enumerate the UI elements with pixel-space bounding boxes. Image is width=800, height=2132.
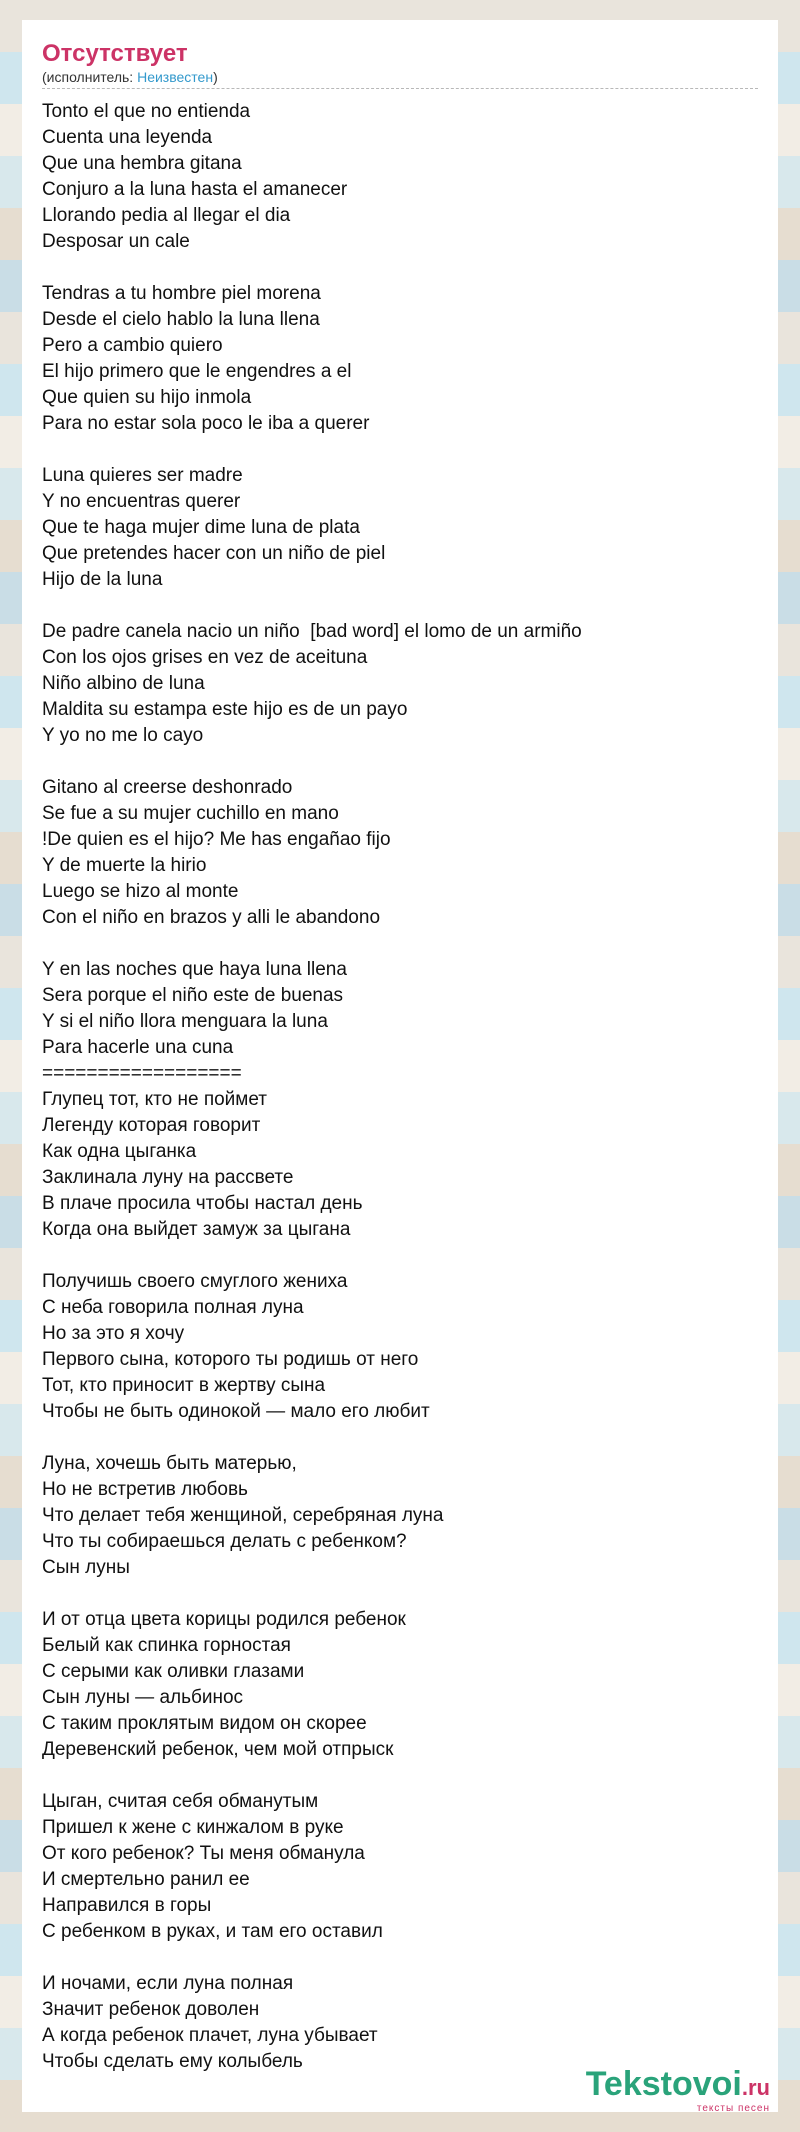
lyric-line: Но не встретив любовь xyxy=(42,1479,248,1500)
lyric-line xyxy=(42,255,758,281)
lyric-line: Gitano al creerse deshonrado xyxy=(42,777,293,798)
performer-suffix: ) xyxy=(213,69,218,85)
lyric-line: И от отца цвета корицы родился ребенок xyxy=(42,1609,406,1630)
lyric-line: Сын луны — альбинос xyxy=(42,1687,244,1708)
lyric-line: Que pretendes hacer con un niño de piel xyxy=(42,543,386,564)
lyric-line: Y si el niño llora menguara la luna xyxy=(42,1011,328,1032)
lyric-line: Luna quieres ser madre xyxy=(42,465,243,486)
lyric-line: Заклинала луну на рассвете xyxy=(42,1167,294,1188)
lyric-line: Para hacerle una cuna xyxy=(42,1037,234,1058)
song-title: Отсутствует xyxy=(42,40,188,67)
lyric-line: Когда она выйдет замуж за цыгана xyxy=(42,1219,351,1240)
lyric-line: Que te haga mujer dime luna de plata xyxy=(42,517,360,538)
lyric-line: С ребенком в руках, и там его оставил xyxy=(42,1921,383,1942)
lyric-line: Que una hembra gitana xyxy=(42,153,242,174)
lyric-line: Сын луны xyxy=(42,1557,130,1578)
lyric-line: И смертельно ранил ее xyxy=(42,1869,250,1890)
lyric-line: Tonto el que no entienda xyxy=(42,101,251,122)
lyric-line: Пришел к жене с кинжалом в руке xyxy=(42,1817,344,1838)
lyric-line xyxy=(42,437,758,463)
logo-tld: .ru xyxy=(741,2075,770,2100)
lyric-line: Значит ребенок доволен xyxy=(42,1999,260,2020)
lyric-line: Desde el cielo hablo la luna llena xyxy=(42,309,320,330)
lyric-line: Белый как спинка горностая xyxy=(42,1635,291,1656)
lyric-line: Что ты собираешься делать с ребенком? xyxy=(42,1531,407,1552)
lyric-line: Как одна цыганка xyxy=(42,1141,197,1162)
lyric-line: Y no encuentras querer xyxy=(42,491,241,512)
lyric-line: Первого сына, которого ты родишь от него xyxy=(42,1349,419,1370)
logo-tagline: тексты песен xyxy=(696,2103,770,2114)
lyric-line: От кого ребенок? Ты меня обманула xyxy=(42,1843,365,1864)
lyric-line: Maldita su estampa este hijo es de un payo xyxy=(42,699,408,720)
lyric-line: Pero a cambio quiero xyxy=(42,335,223,356)
lyric-line: Чтобы сделать ему колыбель xyxy=(42,2051,303,2072)
performer-link[interactable]: Неизвестен xyxy=(137,69,214,85)
lyric-line: Y yo no me lo cayo xyxy=(42,725,204,746)
lyric-line: Глупец тот, кто не поймет xyxy=(42,1089,267,1110)
lyric-line: Llorando pedia al llegar el dia xyxy=(42,205,291,226)
lyric-line: Что делает тебя женщиной, серебряная луна xyxy=(42,1505,444,1526)
lyric-line: Легенду которая говорит xyxy=(42,1115,261,1136)
lyric-line: Niño albino de luna xyxy=(42,673,205,694)
lyric-line: Sera porque el niño este de buenas xyxy=(42,985,344,1006)
lyric-line: Con los ojos grises en vez de aceituna xyxy=(42,647,368,668)
lyric-line xyxy=(42,749,758,775)
lyric-line: Y de muerte la hirio xyxy=(42,855,207,876)
lyrics-card xyxy=(22,20,778,2112)
lyric-line xyxy=(42,1425,758,1451)
lyric-line: Чтобы не быть одинокой — мало его любит xyxy=(42,1401,430,1422)
lyric-line: Направился в горы xyxy=(42,1895,212,1916)
lyric-line xyxy=(42,1243,758,1269)
lyric-line: Y en las noches que haya luna llena xyxy=(42,959,347,980)
lyric-line: Hijo de la luna xyxy=(42,569,163,590)
lyric-line xyxy=(42,931,758,957)
site-logo[interactable] xyxy=(586,2067,770,2114)
lyric-line: Luego se hizo al monte xyxy=(42,881,239,902)
lyric-line: Tendras a tu hombre piel morena xyxy=(42,283,321,304)
lyric-line: С серыми как оливки глазами xyxy=(42,1661,305,1682)
lyric-line: !De quien es el hijo? Me has engañao fijo xyxy=(42,829,391,850)
lyric-line: С неба говорила полная луна xyxy=(42,1297,304,1318)
lyric-line xyxy=(42,1581,758,1607)
lyric-line xyxy=(42,1945,758,1971)
lyric-line: Но за это я хочу xyxy=(42,1323,185,1344)
lyric-line: Para no estar sola poco le iba a querer xyxy=(42,413,370,434)
lyric-line: Деревенский ребенок, чем мой отпрыск xyxy=(42,1739,394,1760)
lyric-line: Цыган, считая себя обманутым xyxy=(42,1791,319,1812)
lyric-line: И ночами, если луна полная xyxy=(42,1973,294,1994)
lyric-line xyxy=(42,1763,758,1789)
performer-line xyxy=(42,68,758,89)
lyric-line xyxy=(42,593,758,619)
lyric-line: Desposar un cale xyxy=(42,231,190,252)
lyric-line: El hijo primero que le engendres a el xyxy=(42,361,352,382)
lyric-line: Con el niño en brazos y alli le abandono xyxy=(42,907,381,928)
lyric-line: Луна, хочешь быть матерью, xyxy=(42,1453,297,1474)
lyric-line: Получишь своего смуглого жениха xyxy=(42,1271,348,1292)
lyrics-text xyxy=(42,99,758,2075)
lyric-line: De padre canela nacio un niño [bad word] el lomo de un armiño xyxy=(42,621,582,642)
lyric-line: С таким проклятым видом он скорее xyxy=(42,1713,367,1734)
lyric-line: Conjuro a la luna hasta el amanecer xyxy=(42,179,348,200)
lyric-line: Cuenta una leyenda xyxy=(42,127,213,148)
lyric-line: А когда ребенок плачет, луна убывает xyxy=(42,2025,378,2046)
lyric-line: Que quien su hijo inmola xyxy=(42,387,252,408)
performer-prefix: (исполнитель: xyxy=(42,69,138,85)
logo-text: Tekstovoi xyxy=(585,2065,742,2103)
lyric-line: ================== xyxy=(42,1063,242,1084)
lyric-line: Тот, кто приносит в жертву сына xyxy=(42,1375,326,1396)
lyric-line: В плаче просила чтобы настал день xyxy=(42,1193,363,1214)
lyric-line: Se fue a su mujer cuchillo en mano xyxy=(42,803,339,824)
